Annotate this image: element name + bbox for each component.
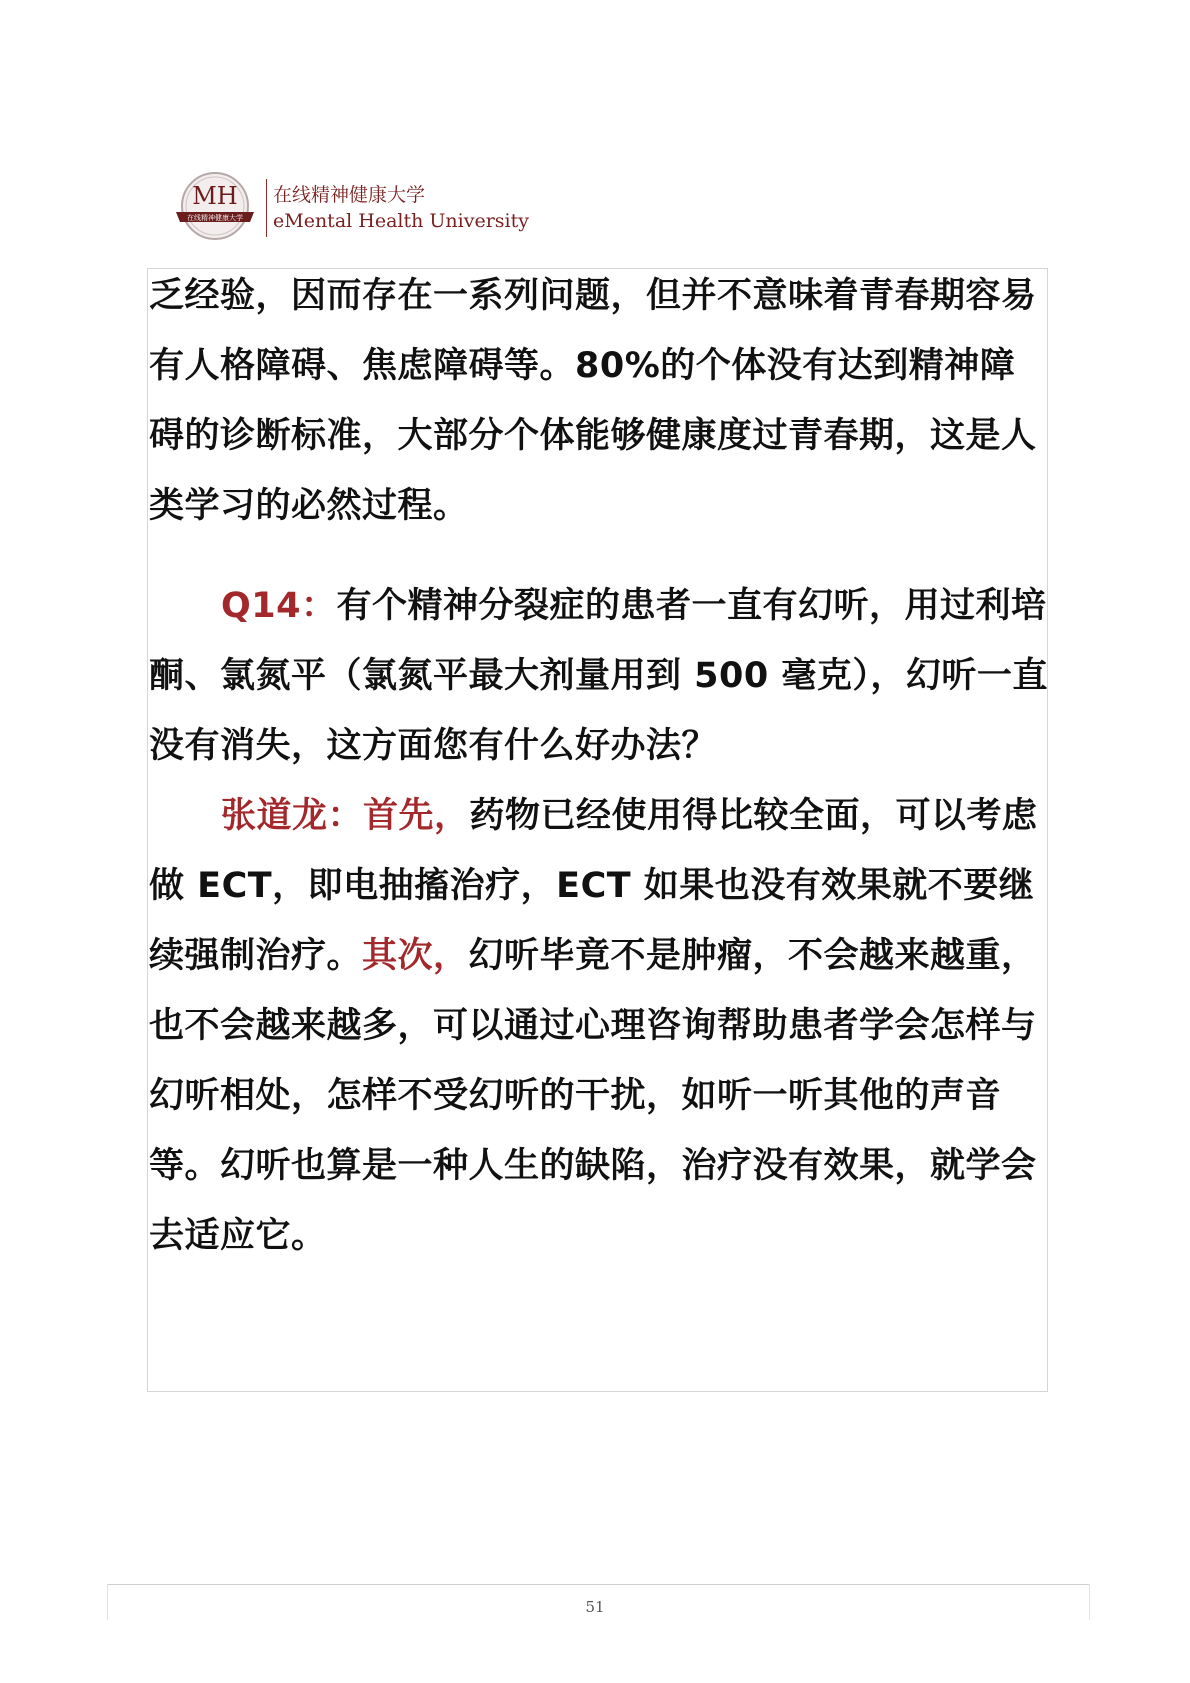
university-name-en: eMental Health University xyxy=(273,210,529,232)
question-text: 有个精神分裂症的患者一直有幻听，用过利培酮、氯氮平（氯氮平最大剂量用到 500 毫克），幻听一直没有消失，这方面您有什么好办法？ xyxy=(149,586,1048,766)
first-label: 首先， xyxy=(363,796,470,836)
question-label: Q14： xyxy=(221,586,337,626)
logo-text xyxy=(273,182,529,234)
university-name-cn: 在线精神健康大学 xyxy=(273,184,426,206)
continuation-paragraph xyxy=(149,261,1049,541)
speaker-label: 张道龙： xyxy=(221,796,364,836)
logo-monogram: MH xyxy=(192,182,238,210)
footer-rule xyxy=(107,1584,1090,1585)
logo-ribbon-text: 在线精神健康大学 xyxy=(187,214,243,222)
second-text: 幻听毕竟不是肿瘤，不会越来越重，也不会越来越多，可以通过心理咨询帮助患者学会怎样与幻听相处，怎样不受幻听的干扰，如听一听其他的声音等。幻听也算是一种人生的缺陷，治疗没有效果，就学会去适应它。 xyxy=(149,936,1037,1256)
header-logo xyxy=(170,170,529,246)
first-text: 药物已经使用得比较全面，可以考虑做 ECT，即电抽搐治疗，ECT 如果也没有效果就不要继续强制治疗。 xyxy=(149,796,1038,976)
logo-divider xyxy=(266,179,267,237)
university-seal-icon xyxy=(170,170,260,246)
page-number: 51 xyxy=(585,1598,605,1616)
second-label: 其次， xyxy=(362,936,469,976)
content-box xyxy=(147,268,1048,1392)
question-paragraph xyxy=(149,571,1049,781)
continuation-text: 乏经验，因而存在一系列问题，但并不意味着青春期容易有人格障碍、焦虑障碍等。80%的个体没有达到精神障碍的诊断标准，大部分个体能够健康度过青春期，这是人类学习的必然过程。 xyxy=(149,276,1037,526)
answer-paragraph xyxy=(149,781,1049,1271)
